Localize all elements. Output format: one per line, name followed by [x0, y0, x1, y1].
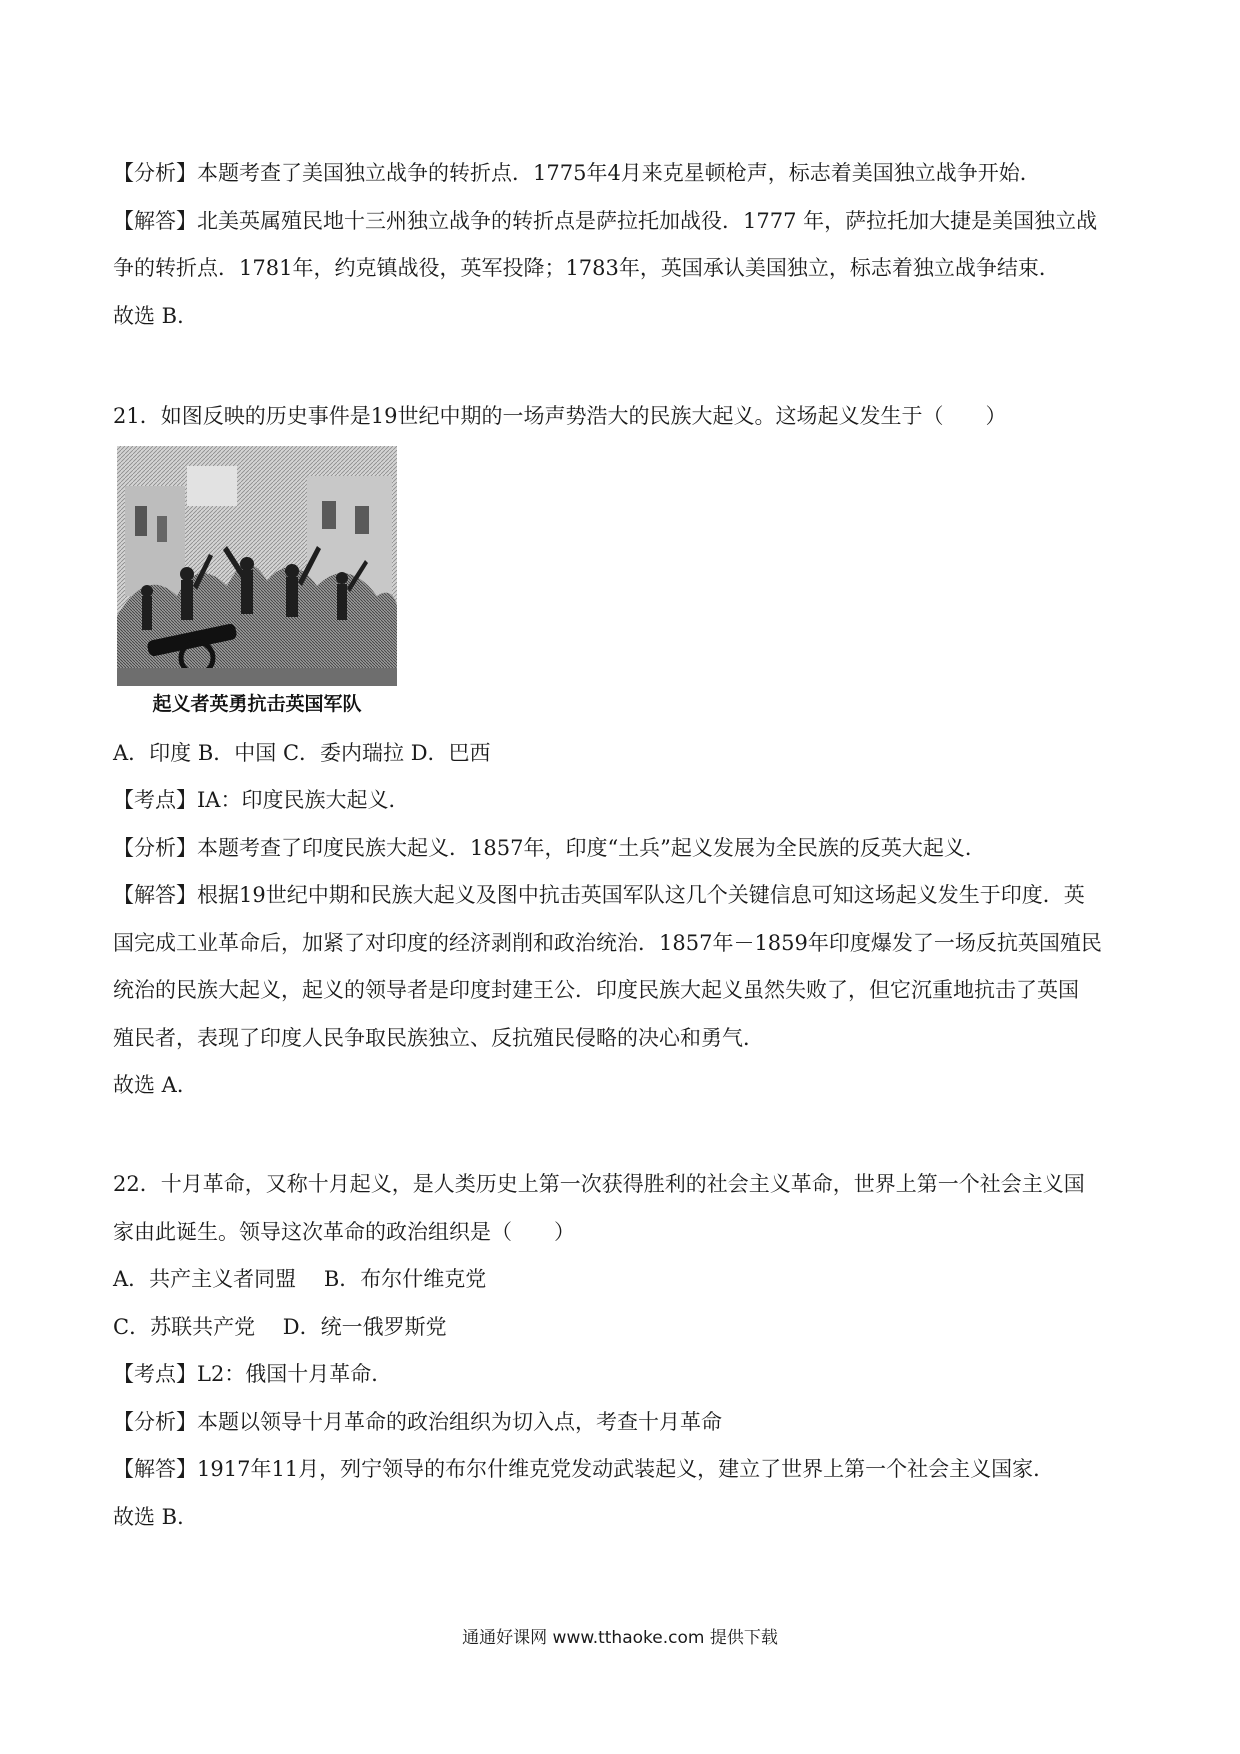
q22-options-line-2: C．苏联共产党 D．统一俄罗斯党: [113, 1315, 447, 1339]
uprising-illustration: [117, 446, 397, 718]
q20-choice: 故选 B．: [113, 304, 199, 328]
q21-answer-line-2: 国完成工业革命后，加紧了对印度的经济剥削和政治统治．1857年－1859年印度爆发了一场反抗英国殖民: [113, 931, 1102, 955]
q22-analysis: 【分析】本题以领导十月革命的政治组织为切入点，考查十月革命: [113, 1410, 722, 1434]
uprising-engraving-image: [117, 446, 397, 718]
q22-answer: 【解答】1917年11月，列宁领导的布尔什维克党发动武装起义，建立了世界上第一个社会主义国家．: [113, 1457, 1055, 1481]
q21-choice: 故选 A．: [113, 1073, 198, 1097]
page-footer: 通通好课网 www.tthaoke.com 提供下载: [462, 1628, 778, 1648]
q20-answer-line-1: 【解答】北美英属殖民地十三州独立战争的转折点是萨拉托加战役．1777 年，萨拉托加大捷是美国独立战: [113, 209, 1098, 233]
q20-analysis: 【分析】本题考查了美国独立战争的转折点．1775年4月来克星顿枪声，标志着美国独立战争开始．: [113, 161, 1041, 185]
q21-options: A．印度 B．中国 C．委内瑞拉 D．巴西: [113, 741, 491, 765]
q22-choice: 故选 B．: [113, 1505, 199, 1529]
q21-answer-line-1: 【解答】根据19世纪中期和民族大起义及图中抗击英国军队这几个关键信息可知这场起义发生于印度．英: [113, 883, 1085, 907]
q21-analysis: 【分析】本题考查了印度民族大起义．1857年，印度“土兵”起义发展为全民族的反英大起义．: [113, 836, 986, 860]
q21-stem: 21．如图反映的历史事件是19世纪中期的一场声势浩大的民族大起义。这场起义发生于（ ）: [113, 404, 1007, 428]
q20-answer-line-2: 争的转折点．1781年，约克镇战役，英军投降；1783年，英国承认美国独立，标志着独立战争结束．: [113, 256, 1060, 280]
q22-stem-line-1: 22．十月革命，又称十月起义，是人类历史上第一次获得胜利的社会主义革命，世界上第一个社会主义国: [113, 1172, 1085, 1196]
q21-answer-line-4: 殖民者，表现了印度人民争取民族独立、反抗殖民侵略的决心和勇气．: [113, 1026, 764, 1050]
q22-stem-line-2: 家由此诞生。领导这次革命的政治组织是（ ）: [113, 1220, 575, 1244]
q21-point: 【考点】IA：印度民族大起义．: [113, 788, 410, 812]
figure-caption: 起义者英勇抗击英国军队: [152, 693, 362, 715]
q21-answer-line-3: 统治的民族大起义，起义的领导者是印度封建王公．印度民族大起义虽然失败了，但它沉重地抗击了英国: [113, 978, 1079, 1002]
q22-point: 【考点】L2：俄国十月革命．: [113, 1362, 393, 1386]
q22-options-line-1: A．共产主义者同盟 B．布尔什维克党: [113, 1267, 487, 1291]
